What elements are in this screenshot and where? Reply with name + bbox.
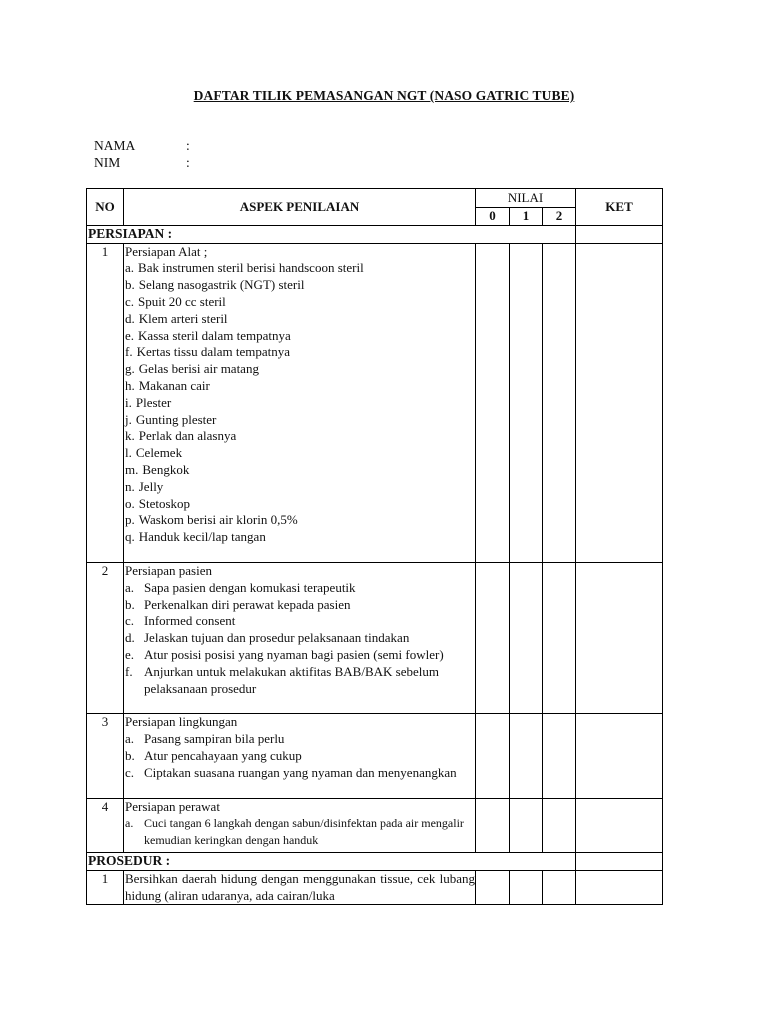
score-cell-2[interactable]: [543, 243, 576, 562]
identity-label: NAMA: [94, 138, 136, 153]
list-item: [125, 378, 475, 395]
ket-cell[interactable]: [576, 225, 663, 243]
ket-cell[interactable]: [576, 243, 663, 562]
ket-cell[interactable]: [576, 714, 663, 798]
row-heading: Persiapan lingkungan: [125, 714, 238, 730]
list-item: [125, 529, 475, 546]
list-item: [125, 260, 475, 277]
list-item: [125, 664, 475, 698]
row-heading: Persiapan pasien: [125, 562, 213, 578]
list-item: [125, 428, 475, 445]
score-cell-0[interactable]: [476, 243, 510, 562]
item-text: Anjurkan untuk melakukan aktifitas BAB/BAK sebelum pelaksanaan prosedur: [144, 663, 439, 696]
item-text: Handuk kecil/lap tangan: [138, 529, 266, 545]
item-marker: h.: [125, 377, 135, 393]
list-item: [125, 344, 475, 361]
item-marker: l.: [125, 445, 132, 461]
item-marker: g.: [125, 361, 135, 377]
score-cell-1[interactable]: [510, 243, 543, 562]
item-text: Ciptakan suasana ruangan yang nyaman dan menyenangkan: [144, 764, 457, 780]
item-marker: c.: [125, 764, 135, 780]
item-marker: b.: [125, 596, 135, 612]
item-marker: i.: [125, 394, 132, 410]
item-text: Makanan cair: [138, 377, 210, 393]
item-list: [125, 260, 475, 546]
item-text: Gelas berisi air matang: [138, 361, 259, 377]
item-text: Atur posisi posisi yang nyaman bagi pasien (semi fowler): [144, 646, 444, 662]
item-text: Bengkok: [142, 461, 190, 477]
item-marker: c.: [125, 293, 135, 309]
row-number: 1: [87, 871, 124, 905]
item-text: Bak instrumen steril berisi handscoon steril: [138, 260, 364, 276]
list-item: [125, 445, 475, 462]
list-item: [125, 361, 475, 378]
item-text: Selang nasogastrik (NGT) steril: [138, 277, 305, 293]
item-text: Pasang sampiran bila perlu: [144, 731, 285, 747]
item-marker: k.: [125, 428, 135, 444]
row-heading: Persiapan Alat ;: [125, 243, 208, 259]
list-item: [125, 630, 475, 647]
list-item: [125, 613, 475, 630]
item-text: Atur pencahayaan yang cukup: [144, 747, 302, 763]
score-option-1: 1: [510, 208, 543, 226]
table-row: [87, 798, 663, 853]
item-marker: f.: [125, 663, 133, 679]
ket-cell[interactable]: [576, 871, 663, 905]
item-text: Kertas tissu dalam tempatnya: [136, 344, 291, 360]
ket-cell[interactable]: [576, 853, 663, 871]
item-list: [125, 731, 475, 781]
item-text: Sapa pasien dengan komukasi terapeutik: [144, 579, 356, 595]
item-marker: d.: [125, 630, 135, 646]
list-item: [125, 328, 475, 345]
list-item: [125, 294, 475, 311]
table-row: [87, 871, 663, 905]
item-list: [125, 815, 475, 848]
score-option-0: 0: [476, 208, 510, 226]
score-cell-0[interactable]: [476, 562, 510, 713]
item-marker: c.: [125, 613, 135, 629]
score-cell-2[interactable]: [543, 798, 576, 853]
aspect-cell: [124, 243, 476, 562]
score-cell-2[interactable]: [543, 562, 576, 713]
score-cell-1[interactable]: [510, 714, 543, 798]
row-heading: Persiapan perawat: [125, 798, 220, 814]
item-marker: a.: [125, 579, 135, 595]
document-title: DAFTAR TILIK PEMASANGAN NGT (NASO GATRIC TUBE): [193, 88, 575, 103]
identity-nama: [94, 138, 190, 154]
item-marker: j.: [125, 411, 132, 427]
section-prosedur: PROSEDUR :: [87, 853, 576, 871]
item-marker: n.: [125, 478, 135, 494]
row-number: 4: [87, 798, 124, 853]
header-no: NO: [87, 189, 124, 226]
list-item: [125, 765, 475, 782]
list-item: [125, 412, 475, 429]
item-text: Klem arteri steril: [138, 310, 228, 326]
ket-cell[interactable]: [576, 798, 663, 853]
item-text: Kassa steril dalam tempatnya: [138, 327, 291, 343]
list-item: [125, 748, 475, 765]
item-marker: a.: [125, 260, 135, 276]
table-row: [87, 243, 663, 562]
list-item: [125, 496, 475, 513]
list-item: [125, 462, 475, 479]
score-cell-2[interactable]: [543, 714, 576, 798]
header-aspect: ASPEK PENILAIAN: [124, 189, 476, 226]
item-marker: p.: [125, 512, 135, 528]
item-text: Celemek: [135, 445, 183, 461]
identity-label: NIM: [94, 155, 121, 170]
item-marker: o.: [125, 495, 135, 511]
score-cell-1[interactable]: [510, 871, 543, 905]
item-marker: a.: [125, 816, 134, 831]
item-text: Perkenalkan diri perawat kepada pasien: [144, 596, 351, 612]
row-number: 2: [87, 562, 124, 713]
list-item: [125, 311, 475, 328]
identity-value[interactable]: :: [186, 155, 190, 170]
list-item: [125, 479, 475, 496]
list-item: [125, 815, 475, 848]
header-score: NILAI: [476, 189, 576, 208]
list-item: [125, 731, 475, 748]
score-cell-1[interactable]: [510, 562, 543, 713]
score-cell-0[interactable]: [476, 871, 510, 905]
row-number: 1: [87, 243, 124, 562]
score-cell-0[interactable]: [476, 798, 510, 853]
table-row: [87, 714, 663, 798]
aspect-cell: [124, 714, 476, 798]
item-marker: q.: [125, 529, 135, 545]
item-list: [125, 580, 475, 698]
list-item: [125, 512, 475, 529]
item-text: Jelaskan tujuan dan prosedur pelaksanaan tindakan: [144, 630, 410, 646]
procedure-step-text: Bersihkan daerah hidung dengan menggunakan tissue, cek lubang hidung (aliran udaranya, ada cairan/luka: [125, 871, 475, 903]
list-item: [125, 580, 475, 597]
item-text: Stetoskop: [138, 495, 191, 511]
row-number: 3: [87, 714, 124, 798]
header-ket: KET: [576, 189, 663, 226]
item-text: Gunting plester: [135, 411, 217, 427]
list-item: [125, 597, 475, 614]
item-marker: e.: [125, 646, 135, 662]
identity-nim: [94, 155, 190, 171]
item-marker: d.: [125, 310, 135, 326]
item-marker: b.: [125, 747, 135, 763]
list-item: [125, 395, 475, 412]
table-row: [87, 562, 663, 713]
identity-value[interactable]: :: [186, 138, 190, 153]
score-option-2: 2: [543, 208, 576, 226]
aspect-cell: [124, 798, 476, 853]
ket-cell[interactable]: [576, 562, 663, 713]
score-cell-2[interactable]: [543, 871, 576, 905]
item-text: Cuci tangan 6 langkah dengan sabun/disinfektan pada air mengalir kemudian keringkan dengan handuk: [144, 816, 464, 847]
item-text: Plester: [135, 394, 172, 410]
item-text: Informed consent: [144, 613, 236, 629]
item-marker: m.: [125, 461, 139, 477]
section-persiapan: PERSIAPAN :: [87, 225, 576, 243]
aspect-cell: [124, 562, 476, 713]
aspect-cell: [124, 871, 476, 905]
score-cell-1[interactable]: [510, 798, 543, 853]
item-marker: b.: [125, 277, 135, 293]
item-marker: f.: [125, 344, 133, 360]
list-item: [125, 647, 475, 664]
item-text: Jelly: [138, 478, 164, 494]
item-marker: e.: [125, 327, 135, 343]
item-text: Spuit 20 cc steril: [138, 293, 226, 309]
item-text: Waskom berisi air klorin 0,5%: [138, 512, 298, 528]
score-cell-0[interactable]: [476, 714, 510, 798]
list-item: [125, 277, 475, 294]
assessment-table: [86, 188, 663, 905]
item-marker: a.: [125, 731, 135, 747]
item-text: Perlak dan alasnya: [138, 428, 237, 444]
